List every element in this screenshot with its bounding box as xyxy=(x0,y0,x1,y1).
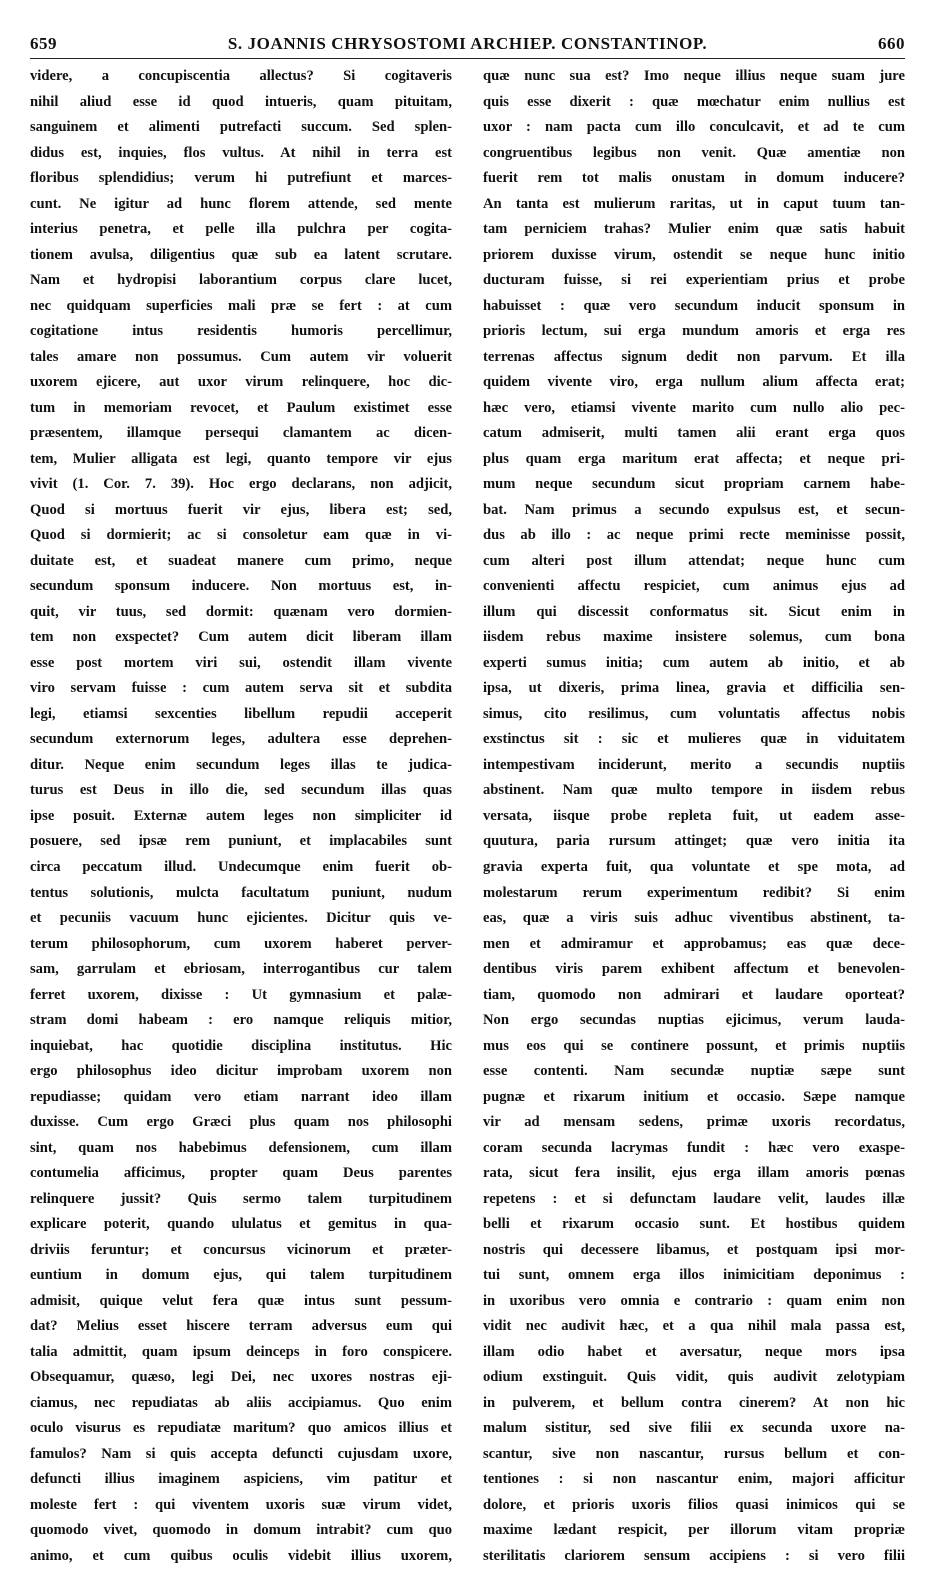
text-line: Quod si dormierit; ac si consoletur eam quæ in vi- xyxy=(30,527,452,544)
text-line: tentiones : si non nascantur enim, majori afficitur xyxy=(483,1471,905,1488)
text-line: quidem vivente viro, erga nullum alium affecta erat; xyxy=(483,374,905,391)
text-line: Quod si mortuus fuerit vir ejus, libera est; sed, xyxy=(30,501,452,518)
text-line: tam perniciem trahas? Mulier enim quæ satis habuit xyxy=(483,221,905,238)
text-line: didus est, inquies, flos vultus. At nihil in terra est xyxy=(30,144,452,161)
text-line: tiam, quomodo non admirari et laudare oporteat? xyxy=(483,986,905,1003)
text-line: ciamus, nec repudiatas ab aliis accipiamus. Quo enim xyxy=(30,1394,452,1411)
text-line: cogitatione intus residentis humoris percellimur, xyxy=(30,323,452,340)
text-line: mum neque secundum sicut propriam carnem habe- xyxy=(483,476,905,493)
text-line: tem, Mulier alligata est legi, quanto tempore vir ejus xyxy=(30,450,452,467)
page-number-right: 660 xyxy=(878,34,905,53)
text-line: esse post mortem viri sui, ostendit illam vivente xyxy=(30,654,452,671)
text-line: eas, quæ a viris suis adhuc viventibus abstinent, ta- xyxy=(483,910,905,927)
text-line: secundum sponsum inducere. Non mortuus est, in- xyxy=(30,578,452,595)
text-line: euntium in domum ejus, qui talem turpitudinem xyxy=(30,1267,452,1284)
text-line: famulos? Nam si quis accepta defuncti cujusdam uxore, xyxy=(30,1445,452,1462)
text-line: convenienti affectu respiciet, cum animus ejus ad xyxy=(483,578,905,595)
text-line: simus, cito resilimus, cum voluntatis affectus nobis xyxy=(483,705,905,722)
text-line: terrenas affectus signum dedit non parvum. Et illa xyxy=(483,348,905,365)
text-line: malum sistitur, sed sive filii ex secunda uxore na- xyxy=(483,1420,905,1437)
text-line: admisit, quique velut fera quæ intus sunt pessum- xyxy=(30,1292,452,1309)
text-line: tui sunt, omnem erga illos inimicitiam deponimus : xyxy=(483,1267,905,1284)
text-line: turus est Deus in illo die, sed secundum illas quas xyxy=(30,782,452,799)
text-line: maxime lædant respicit, per illorum vitam propriæ xyxy=(483,1522,905,1539)
text-line: dus ab illo : ac neque primi recte meminisse possit, xyxy=(483,527,905,544)
text-line: catum admiserit, multi tamen alii erant erga quos xyxy=(483,425,905,442)
text-line: pugnæ et rixarum initium et occasio. Sæpe namque xyxy=(483,1088,905,1105)
text-line: rata, sicut fera insilit, ejus erga illam amoris pœnas xyxy=(483,1165,905,1182)
text-line: habuisset : quæ vero secundum inducit sponsum in xyxy=(483,297,905,314)
text-line: experti sumus initia; cum autem ab initio, et ab xyxy=(483,654,905,671)
text-line: uxorem ejicere, aut uxor virum relinquere, hoc dic- xyxy=(30,374,452,391)
text-line: illam odio habet et aversatur, neque mors ipsa xyxy=(483,1343,905,1360)
text-line: ducturam fuisse, si rei experientiam prius et probe xyxy=(483,272,905,289)
text-line: floribus splendidius; verum hi putrefiunt et marces- xyxy=(30,170,452,187)
running-header xyxy=(30,28,905,59)
text-line: nostris qui decessere libamus, et postquam ipsi mor- xyxy=(483,1241,905,1258)
text-line: stram domi habeam : ero namque reliquis mitior, xyxy=(30,1012,452,1029)
text-line: secundum externorum leges, adultera esse deprehen- xyxy=(30,731,452,748)
text-line: relinquere jussit? Quis sermo talem turpitudinem xyxy=(30,1190,452,1207)
text-line: tentus solutionis, mulcta facultatum puniunt, nudum xyxy=(30,884,452,901)
text-line: ergo philosophus ideo dicitur improbam uxorem non xyxy=(30,1063,452,1080)
text-line: coram secunda lacrymas fundit : hæc vero exaspe- xyxy=(483,1139,905,1156)
text-line: nec quidquam superficies mali præ se fert : at cum xyxy=(30,297,452,314)
text-line: hæc vero, etiamsi vivente marito cum nullo alio pec- xyxy=(483,399,905,416)
text-line: nihil aliud esse id quod intueris, quam pituitam, xyxy=(30,93,452,110)
text-line: defuncti illius imaginem aspiciens, vim patitur et xyxy=(30,1471,452,1488)
text-line: in uxoribus vero omnia e contrario : quam enim non xyxy=(483,1292,905,1309)
text-line: scantur, sive non nascantur, rursus bellum et con- xyxy=(483,1445,905,1462)
text-line: odium exstinguit. Quis vidit, quis audivit zelotypiam xyxy=(483,1369,905,1386)
text-line: ferret uxorem, dixisse : Ut gymnasium et palæ- xyxy=(30,986,452,1003)
text-line: abstinent. Nam quæ multo tempore in iisdem rebus xyxy=(483,782,905,799)
text-line: belli et rixarum occasio sunt. Et hostibus quidem xyxy=(483,1216,905,1233)
text-line: dat? Melius esset hiscere terram adversus eum qui xyxy=(30,1318,452,1335)
running-title: S. JOANNIS CHRYSOSTOMI ARCHIEP. CONSTANTINOP. xyxy=(227,34,708,53)
text-line: contumelia afficimus, propter quam Deus parentes xyxy=(30,1165,452,1182)
text-line: plus quam erga maritum erat affecta; et neque pri- xyxy=(483,450,905,467)
text-line: explicare poterit, quando ululatus et gemitus in qua- xyxy=(30,1216,452,1233)
text-line: Nam et hydropisi laborantium corpus clare lucet, xyxy=(30,272,452,289)
text-line: An tanta est mulierum raritas, ut in caput tuum tan- xyxy=(483,195,905,212)
text-line: repudiasse; quidam vero etiam narrant ideo illam xyxy=(30,1088,452,1105)
text-line: uxor : nam pacta cum illo conculcavit, et ad te cum xyxy=(483,119,905,136)
text-line: ditur. Neque enim secundum leges illas te judica- xyxy=(30,756,452,773)
text-line: sterilitatis clariorem sensum accipiens : si vero filii xyxy=(483,1547,905,1564)
text-line: sint, quam nos habebimus defensionem, cum illam xyxy=(30,1139,452,1156)
text-line: quis esse dixerit : quæ mœchatur enim nullius est xyxy=(483,93,905,110)
text-line: viro servam fuisse : cum autem serva sit et subdita xyxy=(30,680,452,697)
text-line: quomodo vivet, quomodo in domum intrabit? cum quo xyxy=(30,1522,452,1539)
text-line: illum qui discessit conformatus sit. Sicut enim in xyxy=(483,603,905,620)
text-line: legi, etiamsi sexcenties libellum repudii acceperit xyxy=(30,705,452,722)
text-line: ipse posuit. Externæ autem leges non simpliciter id xyxy=(30,807,452,824)
text-line: præsentem, illamque persequi clamantem ac dicen- xyxy=(30,425,452,442)
text-line: versata, iisque probe repleta fuit, ut eadem asse- xyxy=(483,807,905,824)
text-line: posuere, sed ipsæ rem puniunt, et implacabiles sunt xyxy=(30,833,452,850)
text-line: iisdem rebus maxime insistere solemus, cum bona xyxy=(483,629,905,646)
text-column-left xyxy=(30,64,452,1569)
text-line: sanguinem et alimenti putrefacti succum. Sed splen- xyxy=(30,119,452,136)
text-line: inquiebat, hac quotidie disciplina institutus. Hic xyxy=(30,1037,452,1054)
text-line: in pulverem, et bellum contra cinerem? At non hic xyxy=(483,1394,905,1411)
text-line: sam, garrulam et ebriosam, interrogantibus cur talem xyxy=(30,961,452,978)
text-line: oculo visurus es repudiatæ maritum? quo amicos illius et xyxy=(30,1420,452,1437)
text-line: congruentibus legibus non venit. Quæ amentiæ non xyxy=(483,144,905,161)
text-line: terum philosophorum, cum uxorem haberet perver- xyxy=(30,935,452,952)
text-line: tales amare non possumus. Cum autem vir voluerit xyxy=(30,348,452,365)
text-line: mus eos qui se continere possunt, et primis nuptiis xyxy=(483,1037,905,1054)
text-line: et pecuniis vacuum hunc ejicientes. Dicitur quis ve- xyxy=(30,910,452,927)
text-line: dentibus viris parem exhibent affectum et benevolen- xyxy=(483,961,905,978)
text-line: prioris lectum, sui erga mundum amoris et erga res xyxy=(483,323,905,340)
text-line: cum alteri post illum attendat; neque hunc cum xyxy=(483,552,905,569)
text-line: vivit (1. Cor. 7. 39). Hoc ergo declarans, non adjicit, xyxy=(30,476,452,493)
text-line: dolore, et prioris uxoris filios quasi inimicos qui se xyxy=(483,1496,905,1513)
text-line: men et admiramur et approbamus; eas quæ dece- xyxy=(483,935,905,952)
text-line: tionem avulsa, diligentius quæ sub ea latent scrutare. xyxy=(30,246,452,263)
text-line: vidit nec audivit hæc, et a qua nihil mala passa est, xyxy=(483,1318,905,1335)
text-line: cunt. Ne igitur ad hunc florem attende, sed mente xyxy=(30,195,452,212)
text-line: intempestivam inciderunt, merito a secundis nuptiis xyxy=(483,756,905,773)
text-line: quutura, paria rursum attinget; quæ vero initia ita xyxy=(483,833,905,850)
text-line: priorem duxisse virum, ostendit se neque hunc initio xyxy=(483,246,905,263)
text-line: animo, et cum quibus oculis videbit illius uxorem, xyxy=(30,1547,452,1564)
text-line: Non ergo secundas nuptias ejicimus, verum lauda- xyxy=(483,1012,905,1029)
text-line: interius penetra, et pelle illa pulchra per cogita- xyxy=(30,221,452,238)
page-number-left: 659 xyxy=(30,34,57,53)
text-line: duitate est, et suadeat manere cum primo, neque xyxy=(30,552,452,569)
text-line: Obsequamur, quæso, legi Dei, nec uxores nostras eji- xyxy=(30,1369,452,1386)
text-line: circa peccatum illud. Undecumque enim fuerit ob- xyxy=(30,858,452,875)
text-line: talia admittit, quam ipsum deinceps in foro conspicere. xyxy=(30,1343,452,1360)
text-line: tum in memoriam revocet, et Paulum existimet esse xyxy=(30,399,452,416)
text-line: ipsa, ut dixeris, prima linea, gravia et difficilia sen- xyxy=(483,680,905,697)
text-line: esse contenti. Nam secundæ nuptiæ sæpe sunt xyxy=(483,1063,905,1080)
text-line: videre, a concupiscentia allectus? Si cogitaveris xyxy=(30,68,452,84)
text-line: exstinctus sit : sic et mulieres quæ in viduitatem xyxy=(483,731,905,748)
text-line: vir ad mensam sedens, primæ uxoris recordatus, xyxy=(483,1114,905,1131)
text-line: duxisse. Cum ergo Græci plus quam nos philosophi xyxy=(30,1114,452,1131)
text-line: driviis feruntur; et concursus vicinorum et præter- xyxy=(30,1241,452,1258)
text-line: fuerit rem tot malis onustam in domum inducere? xyxy=(483,170,905,187)
text-line: molestarum rerum experimentum redibit? Si enim xyxy=(483,884,905,901)
text-line: quæ nunc sua est? Imo neque illius neque suam jure xyxy=(483,68,905,84)
text-line: moleste fert : qui viventem uxoris suæ virum videt, xyxy=(30,1496,452,1513)
text-column-right xyxy=(483,64,905,1569)
text-line: bat. Nam primus a secundo expulsus est, et secun- xyxy=(483,501,905,518)
text-line: repetens : et si defunctam laudare velit, laudes illæ xyxy=(483,1190,905,1207)
text-line: tem non exspectet? Cum autem dicit liberam illam xyxy=(30,629,452,646)
text-line: gravia experta fuit, qua voluntate et spe mota, ad xyxy=(483,858,905,875)
text-line: quit, vir tuus, sed dormit: quænam vero dormien- xyxy=(30,603,452,620)
